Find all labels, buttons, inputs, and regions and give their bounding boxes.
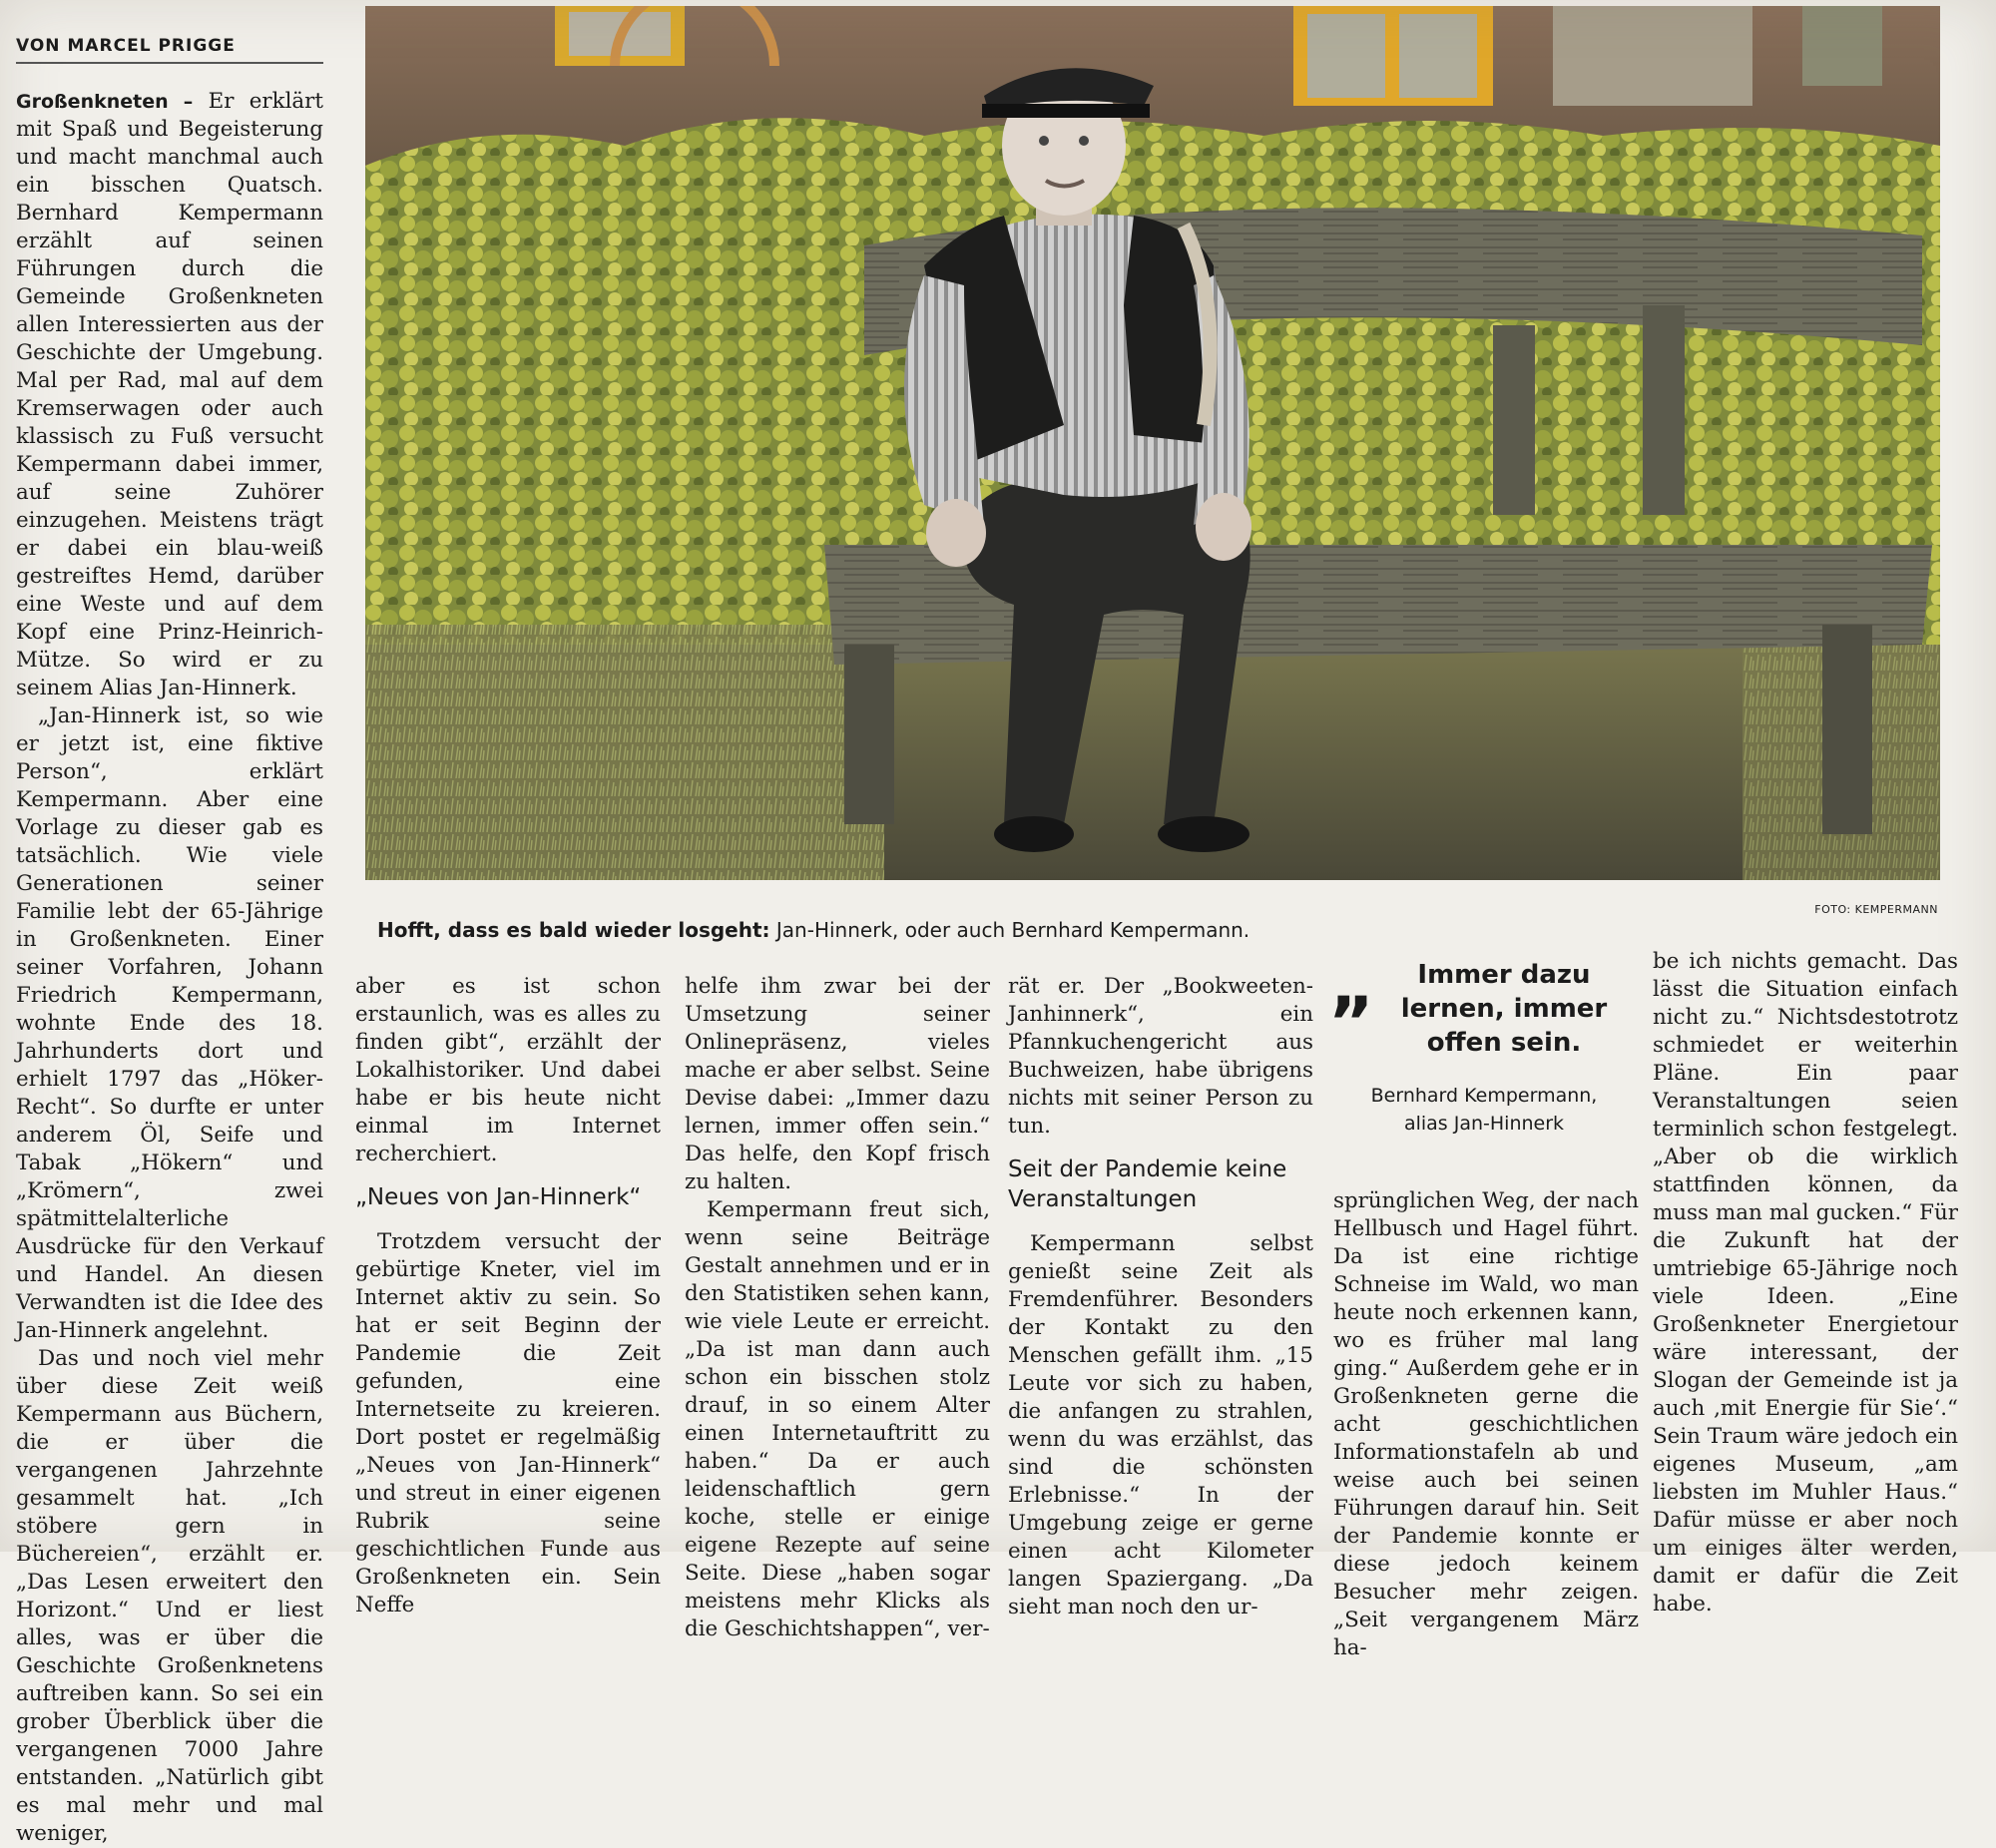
byline: VON MARCEL PRIGGE — [16, 36, 323, 64]
subheading: Seit der Pandemie keine Veranstaltungen — [1008, 1156, 1287, 1212]
article-column-3 — [685, 973, 990, 1643]
article-paragraph: helfe ihm zwar bei der Umsetzung seiner Onlinepräsenz, vieles mache er aber selbst. Seine Devise dabei: „Immer dazu lernen, immer offen sein.“ Das helfe, den Kopf frisch zu halten. — [685, 974, 990, 1194]
article-paragraph: Das und noch viel mehr über diese Zeit weiß Kempermann aus Büchern, die er über die vergangenen Jahrzehnte gesammelt hat. „Ich stöbere gern in Büchereien“, erzählt er. „Das Lesen erweitert den Horizont.“ Und er liest alles, was er über die Geschichte Großenknetens auftreiben kann. So sei ein grober Überblick über die vergangenen 7000 Jahre entstanden. „Natürlich gibt es mal mehr und mal weniger, — [16, 1346, 323, 1846]
caption-text: Jan-Hinnerk, oder auch Bernhard Kempermann. — [769, 918, 1250, 942]
quote-author — [1329, 1082, 1639, 1138]
article-column-4 — [1008, 973, 1313, 1621]
article-paragraph: aber es ist schon erstaunlich, was es alles zu finden gibt“, erzählt der Lokalhistoriker. Und dabei habe er bis heute nicht einmal im Internet recherchiert. — [355, 974, 661, 1166]
article-column-5 — [1333, 1187, 1639, 1662]
pull-quote — [1329, 944, 1639, 1138]
article-photo — [365, 6, 1940, 880]
subheading: „Neues von Jan-Hinnerk“ — [355, 1184, 642, 1210]
article-paragraph: Kempermann selbst genießt seine Zeit als Fremdenführer. Besonders der Kontakt zu den Menschen gefällt ihm. „15 Leute vor sich zu haben, die anfangen zu strahlen, wenn du was erzählst, das sind die schönsten Erlebnisse.“ In der Umgebung zeige er gerne einen acht Kilometer langen Spaziergang. „Da sieht man noch den ur- — [1008, 1231, 1313, 1619]
photo-credit: FOTO: KEMPERMANN — [1814, 903, 1938, 916]
article-column-6 — [1653, 948, 1958, 1618]
quote-marks-icon: „ — [1329, 944, 1376, 1026]
article-paragraph: „Jan-Hinnerk ist, so wie er jetzt ist, eine fiktive Person“, erklärt Kempermann. Aber eine Vorlage zu dieser gab es tatsächlich. Wie viele Generationen seiner Familie lebt der 65-Jährige in Großenkneten. Einer seiner Vorfahren, Johann Friedrich Kempermann, wohnte Ende des 18. Jahrhunderts dort und erhielt 1797 das „Höker-Recht“. So durfte er unter anderem Öl, Seife und Tabak „Hökern“ und „Krömern“, zwei spätmittelalterliche Ausdrücke für den Verkauf und Handel. An diesen Verwandten ist die Idee des Jan-Hinnerk angelehnt. — [16, 703, 323, 1343]
article-column-2 — [355, 973, 661, 1619]
quote-author-name: Bernhard Kempermann, — [1370, 1085, 1598, 1107]
article-paragraph: Kempermann freut sich, wenn seine Beiträge Gestalt annehmen und er in den Statistiken sehen kann, wie viele Leute er erreicht. „Da ist man dann auch schon ein bisschen stolz drauf, in so einem Alter einen Internetauftritt zu haben.“ Da er auch leidenschaftlich gern koche, stelle er einige eigene Rezepte auf seine Seite. Diese „haben sogar meistens mehr Klicks als die Geschichtshappen“, ver- — [685, 1197, 990, 1641]
dateline: Großenkneten – — [16, 91, 194, 113]
caption-lead: Hofft, dass es bald wieder losgeht: — [377, 918, 770, 942]
lead-text: Er erklärt mit Spaß und Begeisterung und macht manchmal auch ein bisschen Quatsch. Bernhard Kempermann erzählt auf seinen Führungen durch die Gemeinde Großenkneten allen Interessierten aus der Geschichte der Umgebung. Mal per Rad, mal auf dem Kremserwagen oder auch klassisch zu Fuß versucht Kempermann dabei immer, auf seine Zuhörer einzugehen. Meistens trägt er dabei ein blau-weiß gestreiftes Hemd, darüber eine Weste und auf dem Kopf eine Prinz-Heinrich-Mütze. So wird er zu seinem Alias Jan-Hinnerk. — [16, 89, 323, 700]
quote-text: Immer dazu lernen, immer offen sein. — [1400, 960, 1608, 1058]
quote-author-alias: alias Jan-Hinnerk — [1403, 1113, 1565, 1135]
article-paragraph: sprünglichen Weg, der nach Hellbusch und Hagel führt. Da ist eine richtige Schneise im Wald, wo man heute noch erkennen kann, wo es früher mal lang ging.“ Außerdem gehe er in Großenkneten gerne die acht geschichtlichen Informationstafeln ab und weise auch bei seinen Führungen darauf hin. Seit der Pandemie konnte er diese jedoch keinem Besucher mehr zeigen. „Seit vergangenem März ha- — [1333, 1188, 1639, 1660]
photo-man-on-bench — [365, 6, 1940, 880]
article-paragraph: Trotzdem versucht der gebürtige Kneter, viel im Internet aktiv zu sein. So hat er seit Beginn der Pandemie die Zeit gefunden, eine Internetseite zu kreieren. Dort postet er regelmäßig „Neues von Jan-Hinnerk“ und streut in einer eigenen Rubrik seine geschichtlichen Funde aus Großenkneten ein. Sein Neffe — [355, 1229, 661, 1617]
article-column-1 — [16, 88, 323, 1848]
article-paragraph — [16, 88, 323, 702]
article-paragraph: be ich nichts gemacht. Das lässt die Situation einfach nicht zu.“ Nichtsdestotrotz schmiedet er weiterhin Pläne. Ein paar Veranstaltungen seien terminlich schon festgelegt. „Aber ob die wirklich stattfinden können, da muss man mal gucken.“ Für die Zukunft hat der umtriebige 65-Jährige noch viele Ideen. „Eine Großenkneter Energietour wäre interessant, der Slogan der Gemeinde ist ja auch ‚mit Energie für Sie‘.“ Sein Traum wäre jedoch ein eigenes Museum, „am liebsten im Muhler Haus.“ Dafür müsse er aber noch um einiges älter werden, damit er dafür die Zeit habe. — [1653, 949, 1958, 1617]
article-paragraph: rät er. Der „Bookweeten-Janhinnerk“, ein Pfannkuchengericht aus Buchweizen, habe übrigens nichts mit seiner Person zu tun. — [1008, 974, 1313, 1139]
photo-caption — [377, 916, 1794, 944]
